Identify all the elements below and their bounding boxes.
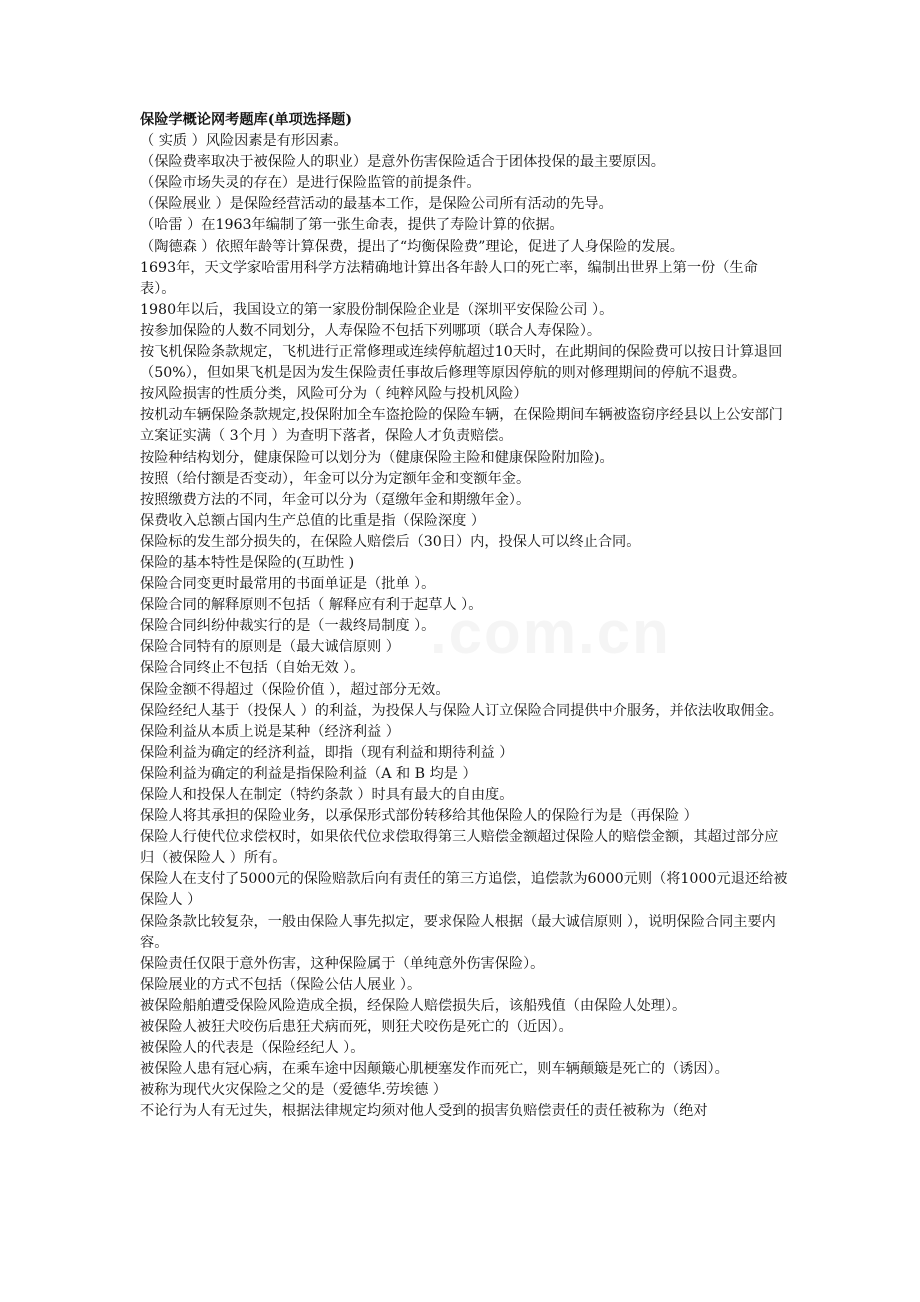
question-line: 被保险人的代表是（保险经纪人 ）。 bbox=[140, 1040, 365, 1057]
question-line: 按照（给付额是否变动），年金可以分为定额年金和变额年金。 bbox=[140, 470, 531, 487]
question-line: 被保险船舶遭受保险风险造成全损，经保险人赔偿损失后，该船残值（由保险人处理）。 bbox=[140, 997, 687, 1014]
question-line: 按飞机保险条款规定，飞机进行正常修理或连续停航超过10天时，在此期间的保险费可以按日计算退回（50%），但如果飞机是因为发生保险责任事故后修理等原因停航的则对修理期间的停航不退费。 bbox=[140, 344, 783, 382]
question-line: 1980年以后，我国设立的第一家股份制保险企业是（深圳平安保险公司 ）。 bbox=[140, 301, 614, 318]
question-line: 保险人行使代位求偿权时，如果依代位求偿取得第三人赔偿金额超过保险人的赔偿金额，其超过部分应归（被保险人 ）所有。 bbox=[140, 829, 779, 867]
question-line: 保险的基本特性是保险的(互助性 ) bbox=[140, 554, 355, 571]
question-line: （陶德森 ）依照年龄等计算保费，提出了“均衡保险费”理论，促进了人身保险的发展。 bbox=[140, 238, 684, 255]
question-line: （ 实质 ）风险因素是有形因素。 bbox=[140, 133, 348, 150]
question-line: 保险人将其承担的保险业务，以承保形式部份转移给其他保险人的保险行为是（再保险 ） bbox=[140, 808, 698, 825]
question-line: 被称为现代火灾保险之父的是（爱德华.劳埃德 ） bbox=[140, 1082, 447, 1099]
question-line: 按风险损害的性质分类，风险可分为（ 纯粹风险与投机风险） bbox=[140, 386, 528, 403]
question-line: 保险利益从本质上说是某种（经济利益 ） bbox=[140, 723, 400, 740]
question-list bbox=[140, 131, 790, 1122]
document-body bbox=[140, 110, 790, 1123]
question-line: （保险费率取决于被保险人的职业）是意外伤害保险适合于团体投保的最主要原因。 bbox=[140, 154, 665, 171]
watermark: .com.cn bbox=[430, 599, 671, 666]
question-line: 保险合同特有的原则是（最大诚信原则 ） bbox=[140, 639, 400, 656]
question-line: 1693年，天文学家哈雷用科学方法精确地计算出各年龄人口的死亡率，编制出世界上第一份（生命表）。 bbox=[140, 259, 758, 297]
question-line: 被保险人患有冠心病，在乘车途中因颠簸心肌梗塞发作而死亡，则车辆颠簸是死亡的（诱因）。 bbox=[140, 1061, 729, 1078]
question-line: 保险金额不得超过（保险价值 ），超过部分无效。 bbox=[140, 681, 450, 698]
question-line: 按参加保险的人数不同划分，人寿保险不包括下列哪项（联合人寿保险）。 bbox=[140, 322, 602, 339]
question-line: 保险条款比较复杂，一般由保险人事先拟定，要求保险人根据（最大诚信原则 ），说明保险合同主要内容。 bbox=[140, 913, 776, 951]
question-line: 保险人和投保人在制定（特约条款 ）时具有最大的自由度。 bbox=[140, 787, 514, 803]
question-line: 保险责任仅限于意外伤害，这种保险属于（单纯意外伤害保险）。 bbox=[140, 955, 545, 972]
question-line: 保险利益为确定的利益是指保险利益（A 和 B 均是 ） bbox=[140, 765, 477, 782]
question-line: 保险合同的解释原则不包括（ 解释应有利于起草人 ）。 bbox=[140, 597, 483, 614]
question-line: 保险合同变更时最常用的书面单证是（批单 ）。 bbox=[140, 576, 436, 593]
question-line: 保险人在支付了5000元的保险赔款后向有责任的第三方追偿，追偿款为6000元则（将1000元退还给被保险人 ） bbox=[140, 871, 788, 909]
question-line: （保险展业 ）是保险经营活动的最基本工作，是保险公司所有活动的先导。 bbox=[140, 196, 613, 213]
question-line: 被保险人被狂犬咬伤后患狂犬病而死，则狂犬咬伤是死亡的（近因）。 bbox=[140, 1019, 573, 1036]
question-line: 保险合同纠纷仲裁实行的是（一裁终局制度 ）。 bbox=[140, 618, 436, 635]
question-line: 保险标的发生部分损失的，在保险人赔偿后（30日）内，投保人可以终止合同。 bbox=[140, 533, 641, 550]
question-line: 保险利益为确定的经济利益，即指（现有利益和期待利益 ） bbox=[140, 744, 514, 761]
question-line: （保险市场失灵的存在）是进行保险监管的前提条件。 bbox=[140, 175, 481, 192]
question-line: （哈雷 ）在1963年编制了第一张生命表，提供了寿险计算的依据。 bbox=[140, 217, 564, 234]
question-line: 按机动车辆保险条款规定,投保附加全车盗抢险的保险车辆，在保险期间车辆被盗窃序经县以上公安部门立案证实满（ 3个月 ）为查明下落者，保险人才负责赔偿。 bbox=[140, 407, 783, 445]
document-title: 保险学概论网考题库(单项选择题) bbox=[140, 112, 353, 128]
question-line: 按险种结构划分，健康保险可以划分为（健康保险主险和健康保险附加险)。 bbox=[140, 449, 614, 466]
question-line: 不论行为人有无过失，根据法律规定均须对他人受到的损害负赔偿责任的责任被称为（绝对 bbox=[140, 1103, 708, 1120]
question-line: 保险经纪人基于（投保人 ）的利益，为投保人与保险人订立保险合同提供中介服务，并依法收取佣金。 bbox=[140, 702, 783, 719]
question-line: 保险展业的方式不包括（保险公估人展业 ）。 bbox=[140, 976, 422, 993]
question-line: 保险合同终止不包括（自始无效 ）。 bbox=[140, 660, 365, 677]
question-line: 保费收入总额占国内生产总值的比重是指（保险深度 ） bbox=[140, 512, 486, 529]
question-line: 按照缴费方法的不同，年金可以分为（趸缴年金和期缴年金）。 bbox=[140, 491, 531, 508]
